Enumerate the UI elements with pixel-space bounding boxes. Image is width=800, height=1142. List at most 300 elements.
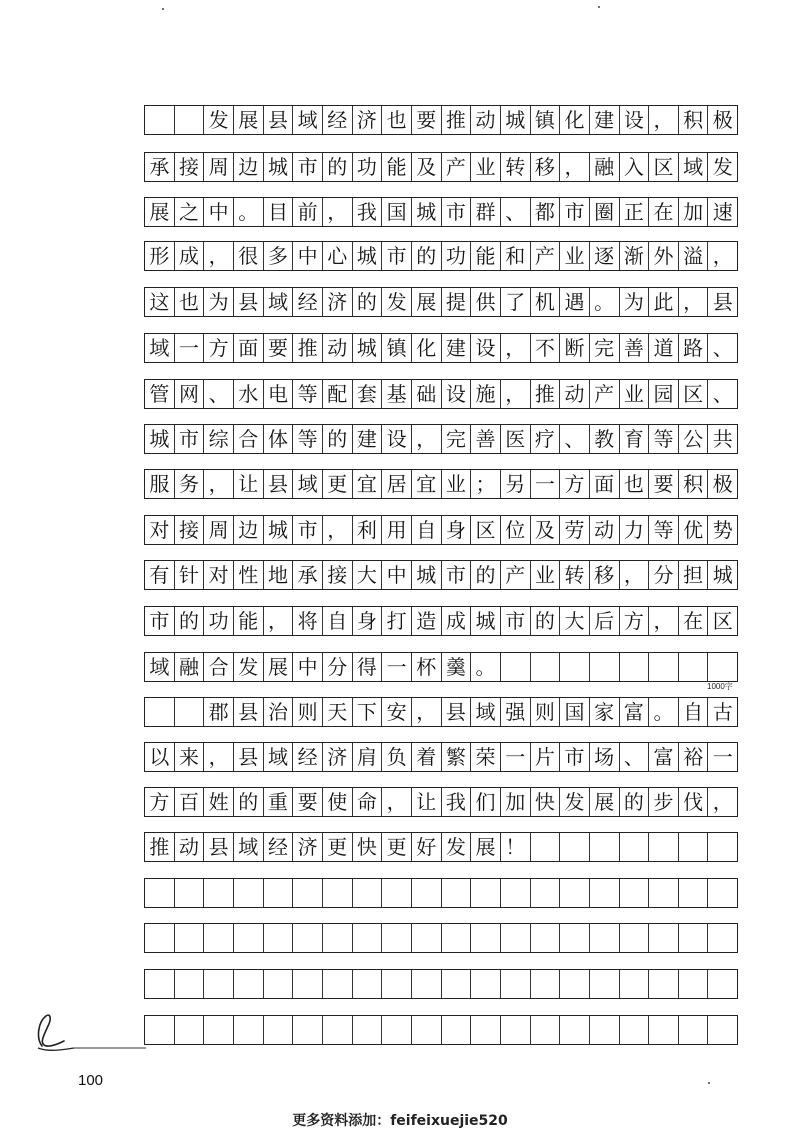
grid-cell: 域 xyxy=(234,833,264,861)
grid-cell xyxy=(175,106,205,134)
grid-cell: 周 xyxy=(204,153,234,181)
grid-cell: 产 xyxy=(501,561,531,589)
word-count-marker: 1000字 xyxy=(707,682,733,691)
grid-cell: 极 xyxy=(712,472,733,496)
grid-cell: 动 xyxy=(175,833,205,861)
grid-cell: 业 xyxy=(442,470,472,498)
grid-cell: 城 xyxy=(471,607,501,635)
grid-cell: 渐 xyxy=(620,242,650,270)
grid-cell xyxy=(501,653,531,681)
grid-cell: 对 xyxy=(204,561,234,589)
grid-cell: 承 xyxy=(145,153,175,181)
grid-cell: 在 xyxy=(679,607,709,635)
grid-cell: 姓 xyxy=(204,788,234,816)
grid-cell: 天 xyxy=(323,698,353,726)
grid-cell: 更 xyxy=(382,833,412,861)
grid-cell xyxy=(264,970,294,998)
essay-grid-row xyxy=(144,333,738,363)
grid-cell: 的 xyxy=(234,788,264,816)
grid-cell: 杯 xyxy=(412,653,442,681)
grid-cell: ， xyxy=(501,380,531,408)
grid-cell: 使 xyxy=(323,788,353,816)
grid-cell: ， xyxy=(620,561,650,589)
grid-cell: 让 xyxy=(234,470,264,498)
grid-cell: 更 xyxy=(323,833,353,861)
grid-cell: 针 xyxy=(175,561,205,589)
grid-cell: 区 xyxy=(649,153,679,181)
grid-cell: 裕 xyxy=(679,743,709,771)
grid-cell: ， xyxy=(649,607,679,635)
grid-cell: 机 xyxy=(531,288,561,316)
grid-cell: 则 xyxy=(293,698,323,726)
grid-cell: 我 xyxy=(353,198,383,226)
grid-cell xyxy=(323,924,353,952)
grid-cell: 济 xyxy=(293,833,323,861)
grid-cell xyxy=(679,924,709,952)
grid-cell: 前 xyxy=(293,198,323,226)
grid-cell: 设 xyxy=(382,425,412,453)
grid-cell xyxy=(353,970,383,998)
grid-cell xyxy=(620,1016,650,1044)
grid-cell: 域 xyxy=(293,470,323,498)
grid-cell: 县 xyxy=(442,698,472,726)
grid-cell xyxy=(708,879,737,907)
grid-cell: 管 xyxy=(145,380,175,408)
grid-cell: 发 xyxy=(382,288,412,316)
grid-cell: 展 xyxy=(471,833,501,861)
grid-cell: 医 xyxy=(501,425,531,453)
grid-cell: 以 xyxy=(145,743,175,771)
grid-cell: 成 xyxy=(175,242,205,270)
grid-cell: 断 xyxy=(560,334,590,362)
grid-cell: ， xyxy=(323,516,353,544)
grid-cell: 业 xyxy=(560,242,590,270)
grid-cell: 配 xyxy=(323,380,353,408)
grid-cell xyxy=(649,833,679,861)
essay-grid-row xyxy=(144,878,738,908)
grid-cell: 、 xyxy=(501,198,531,226)
grid-cell xyxy=(442,879,472,907)
grid-cell: 展 xyxy=(590,788,620,816)
grid-cell: 产 xyxy=(442,153,472,181)
grid-cell: 的 xyxy=(620,788,650,816)
grid-cell: 分 xyxy=(649,561,679,589)
grid-cell: 逐 xyxy=(590,242,620,270)
grid-cell: ， xyxy=(264,607,294,635)
grid-cell: 施 xyxy=(471,380,501,408)
essay-grid-row xyxy=(144,469,738,499)
grid-cell: 国 xyxy=(382,198,412,226)
grid-cell xyxy=(471,924,501,952)
grid-cell: 积 xyxy=(679,470,709,498)
grid-cell: 大 xyxy=(353,561,383,589)
grid-cell: 体 xyxy=(264,425,294,453)
grid-cell xyxy=(590,653,620,681)
grid-cell xyxy=(323,1016,353,1044)
grid-cell: 宜 xyxy=(353,470,383,498)
grid-cell: 好 xyxy=(412,833,442,861)
grid-cell xyxy=(175,924,205,952)
grid-cell: 势 xyxy=(712,518,733,542)
grid-cell: 业 xyxy=(620,380,650,408)
grid-cell xyxy=(620,879,650,907)
grid-cell: 片 xyxy=(531,743,561,771)
grid-cell: 城 xyxy=(264,516,294,544)
grid-cell xyxy=(620,833,650,861)
grid-cell: 能 xyxy=(234,607,264,635)
grid-cell xyxy=(382,879,412,907)
grid-cell: 富 xyxy=(620,698,650,726)
grid-cell xyxy=(204,1016,234,1044)
grid-cell: ， xyxy=(501,334,531,362)
grid-cell xyxy=(412,1016,442,1044)
scan-speck xyxy=(708,1082,710,1084)
grid-cell: 中 xyxy=(204,198,234,226)
grid-cell: 建 xyxy=(442,334,472,362)
grid-cell: 区 xyxy=(679,380,709,408)
grid-cell: 要 xyxy=(649,470,679,498)
grid-cell: 方 xyxy=(620,607,650,635)
grid-cell: 市 xyxy=(293,516,323,544)
grid-cell: 溢 xyxy=(679,242,709,270)
grid-cell: 发 xyxy=(442,833,472,861)
grid-cell: 担 xyxy=(679,561,709,589)
grid-cell: 济 xyxy=(323,743,353,771)
grid-cell xyxy=(679,970,709,998)
grid-cell xyxy=(531,924,561,952)
grid-cell: 圈 xyxy=(590,198,620,226)
grid-cell: 的 xyxy=(412,242,442,270)
grid-cell: 县 xyxy=(204,833,234,861)
grid-cell: 县 xyxy=(234,288,264,316)
grid-cell: 发 xyxy=(560,788,590,816)
grid-cell: 公 xyxy=(679,425,709,453)
grid-cell xyxy=(234,924,264,952)
grid-cell: 在 xyxy=(649,198,679,226)
grid-cell: 一 xyxy=(175,334,205,362)
grid-cell: 发 xyxy=(712,155,733,179)
grid-cell xyxy=(560,924,590,952)
grid-cell: 后 xyxy=(590,607,620,635)
grid-cell: 来 xyxy=(175,743,205,771)
essay-grid-row xyxy=(144,515,738,545)
grid-cell: 县 xyxy=(712,290,733,314)
grid-cell: 的 xyxy=(353,288,383,316)
grid-cell xyxy=(264,924,294,952)
grid-cell: 城 xyxy=(353,242,383,270)
essay-grid-row xyxy=(144,105,738,135)
grid-cell: 功 xyxy=(442,242,472,270)
essay-grid-row xyxy=(144,287,738,317)
page-number: 100 xyxy=(78,1072,104,1089)
grid-cell xyxy=(204,879,234,907)
grid-cell: 面 xyxy=(590,470,620,498)
grid-cell: 县 xyxy=(264,106,294,134)
grid-cell: 推 xyxy=(442,106,472,134)
grid-cell: 教 xyxy=(590,425,620,453)
grid-cell xyxy=(323,970,353,998)
grid-cell xyxy=(145,1016,175,1044)
grid-cell: 自 xyxy=(679,698,709,726)
grid-cell xyxy=(234,1016,264,1044)
grid-cell: 也 xyxy=(175,288,205,316)
grid-cell: 我 xyxy=(442,788,472,816)
grid-cell: 市 xyxy=(293,153,323,181)
grid-cell: 经 xyxy=(323,106,353,134)
grid-cell: 济 xyxy=(323,288,353,316)
grid-cell xyxy=(382,924,412,952)
grid-cell: 性 xyxy=(234,561,264,589)
grid-cell: 。 xyxy=(234,198,264,226)
grid-cell: 移 xyxy=(590,561,620,589)
essay-grid-row xyxy=(144,606,738,636)
grid-cell: 发 xyxy=(204,106,234,134)
grid-cell xyxy=(145,698,175,726)
grid-cell: 疗 xyxy=(531,425,561,453)
grid-cell: 域 xyxy=(264,743,294,771)
grid-cell: 中 xyxy=(382,561,412,589)
grid-cell: 城 xyxy=(712,563,733,587)
grid-cell: ， xyxy=(649,106,679,134)
grid-cell xyxy=(293,879,323,907)
grid-cell xyxy=(590,879,620,907)
essay-grid-row xyxy=(144,969,738,999)
grid-cell: 更 xyxy=(323,470,353,498)
grid-cell: 则 xyxy=(531,698,561,726)
grid-cell: 周 xyxy=(204,516,234,544)
grid-cell xyxy=(501,970,531,998)
grid-cell: 有 xyxy=(145,561,175,589)
grid-cell: 宜 xyxy=(412,470,442,498)
grid-cell xyxy=(679,879,709,907)
grid-cell: 功 xyxy=(353,153,383,181)
grid-cell: 电 xyxy=(264,380,294,408)
grid-cell: 镇 xyxy=(531,106,561,134)
essay-grid-row xyxy=(144,787,738,817)
grid-cell: 着 xyxy=(412,743,442,771)
grid-cell xyxy=(442,970,472,998)
grid-cell: 推 xyxy=(531,380,561,408)
grid-cell: 展 xyxy=(234,106,264,134)
grid-cell: 下 xyxy=(353,698,383,726)
grid-cell: 础 xyxy=(412,380,442,408)
grid-cell: 化 xyxy=(412,334,442,362)
grid-cell: 加 xyxy=(679,198,709,226)
grid-cell: 多 xyxy=(264,242,294,270)
grid-cell xyxy=(679,653,709,681)
grid-cell: 展 xyxy=(145,198,175,226)
grid-cell xyxy=(175,879,205,907)
grid-cell: 命 xyxy=(353,788,383,816)
grid-cell: 综 xyxy=(204,425,234,453)
grid-cell: 经 xyxy=(293,288,323,316)
grid-cell: ， xyxy=(204,242,234,270)
grid-cell: 融 xyxy=(175,653,205,681)
grid-cell: 服 xyxy=(145,470,175,498)
grid-cell: 外 xyxy=(649,242,679,270)
grid-cell: 域 xyxy=(145,653,175,681)
grid-cell: 设 xyxy=(620,106,650,134)
grid-cell xyxy=(264,1016,294,1044)
grid-cell: 要 xyxy=(293,788,323,816)
grid-cell xyxy=(353,924,383,952)
grid-cell: 及 xyxy=(531,516,561,544)
grid-cell: 为 xyxy=(204,288,234,316)
essay-grid-row xyxy=(144,697,738,727)
grid-cell xyxy=(531,879,561,907)
grid-cell: 动 xyxy=(590,516,620,544)
grid-cell: ， xyxy=(712,790,733,814)
grid-cell: 这 xyxy=(145,288,175,316)
grid-cell: 方 xyxy=(145,788,175,816)
grid-cell: 提 xyxy=(442,288,472,316)
grid-cell xyxy=(679,833,709,861)
grid-cell xyxy=(560,970,590,998)
grid-cell: 展 xyxy=(264,653,294,681)
essay-grid-row xyxy=(144,560,738,590)
grid-cell: 百 xyxy=(175,788,205,816)
grid-cell xyxy=(560,1016,590,1044)
grid-cell: ， xyxy=(712,244,733,268)
grid-cell xyxy=(353,879,383,907)
grid-cell: 们 xyxy=(471,788,501,816)
grid-cell: ， xyxy=(204,743,234,771)
grid-cell: 务 xyxy=(175,470,205,498)
grid-cell: 入 xyxy=(620,153,650,181)
grid-cell: 县 xyxy=(234,743,264,771)
grid-cell: 位 xyxy=(501,516,531,544)
grid-cell xyxy=(531,1016,561,1044)
grid-cell xyxy=(204,970,234,998)
grid-cell: 一 xyxy=(382,653,412,681)
grid-cell: 家 xyxy=(590,698,620,726)
grid-cell: 域 xyxy=(471,698,501,726)
grid-cell xyxy=(471,970,501,998)
grid-cell: 快 xyxy=(353,833,383,861)
grid-cell: 共 xyxy=(712,427,733,451)
grid-cell: 产 xyxy=(590,380,620,408)
essay-grid-row xyxy=(144,832,738,862)
grid-cell xyxy=(649,1016,679,1044)
grid-cell: 域 xyxy=(293,106,323,134)
grid-cell: 业 xyxy=(471,153,501,181)
essay-grid-row xyxy=(144,923,738,953)
grid-cell: 了 xyxy=(501,288,531,316)
grid-cell xyxy=(649,653,679,681)
grid-cell xyxy=(708,1016,737,1044)
grid-cell: 一 xyxy=(531,470,561,498)
grid-cell: 此 xyxy=(649,288,679,316)
grid-cell xyxy=(412,970,442,998)
grid-cell: 为 xyxy=(620,288,650,316)
grid-cell: 域 xyxy=(145,334,175,362)
grid-cell: 让 xyxy=(412,788,442,816)
grid-cell: 县 xyxy=(264,470,294,498)
essay-grid-row xyxy=(144,742,738,772)
grid-cell xyxy=(145,970,175,998)
grid-cell: 移 xyxy=(531,153,561,181)
grid-cell: 荣 xyxy=(471,743,501,771)
grid-cell: 等 xyxy=(649,516,679,544)
grid-cell: 转 xyxy=(501,153,531,181)
grid-cell xyxy=(442,1016,472,1044)
grid-cell xyxy=(531,833,561,861)
grid-cell: 网 xyxy=(175,380,205,408)
grid-cell xyxy=(501,924,531,952)
grid-cell: 推 xyxy=(293,334,323,362)
grid-cell xyxy=(175,970,205,998)
grid-cell xyxy=(145,106,175,134)
grid-cell: 极 xyxy=(712,108,733,132)
grid-cell: 县 xyxy=(234,698,264,726)
grid-cell: ； xyxy=(471,470,501,498)
grid-cell: 域 xyxy=(264,288,294,316)
grid-cell xyxy=(175,1016,205,1044)
grid-cell: 积 xyxy=(679,106,709,134)
grid-cell: 等 xyxy=(293,380,323,408)
grid-cell: 展 xyxy=(412,288,442,316)
grid-cell: 身 xyxy=(442,516,472,544)
grid-cell: 分 xyxy=(323,653,353,681)
grid-cell: 打 xyxy=(382,607,412,635)
grid-cell: 城 xyxy=(264,153,294,181)
grid-cell: 富 xyxy=(649,743,679,771)
grid-cell: 市 xyxy=(560,743,590,771)
grid-cell xyxy=(560,833,590,861)
grid-cell: 都 xyxy=(531,198,561,226)
grid-cell: 区 xyxy=(471,516,501,544)
grid-cell: 城 xyxy=(501,106,531,134)
grid-cell: 之 xyxy=(175,198,205,226)
grid-cell: 、 xyxy=(204,380,234,408)
grid-cell: 场 xyxy=(590,743,620,771)
grid-cell: 造 xyxy=(412,607,442,635)
grid-cell: 、 xyxy=(560,425,590,453)
grid-cell: 优 xyxy=(679,516,709,544)
grid-cell: 供 xyxy=(471,288,501,316)
essay-grid-row xyxy=(144,197,738,227)
grid-cell: 要 xyxy=(264,334,294,362)
grid-cell: 快 xyxy=(531,788,561,816)
grid-cell: 形 xyxy=(145,242,175,270)
grid-cell: 市 xyxy=(442,561,472,589)
grid-cell: 功 xyxy=(204,607,234,635)
grid-cell: 繁 xyxy=(442,743,472,771)
grid-cell: 经 xyxy=(264,833,294,861)
grid-cell: 利 xyxy=(353,516,383,544)
grid-cell xyxy=(145,924,175,952)
grid-cell: 接 xyxy=(323,561,353,589)
grid-cell xyxy=(708,833,737,861)
grid-cell xyxy=(649,879,679,907)
grid-cell: 心 xyxy=(323,242,353,270)
grid-cell: 面 xyxy=(234,334,264,362)
grid-cell: 的 xyxy=(323,425,353,453)
grid-cell xyxy=(501,879,531,907)
grid-cell: 建 xyxy=(353,425,383,453)
grid-cell: 产 xyxy=(531,242,561,270)
grid-cell: 善 xyxy=(471,425,501,453)
grid-cell: 方 xyxy=(560,470,590,498)
grid-cell: 重 xyxy=(264,788,294,816)
grid-cell: 。 xyxy=(590,288,620,316)
grid-cell xyxy=(145,879,175,907)
grid-cell: 经 xyxy=(293,743,323,771)
scan-speck xyxy=(598,6,600,8)
grid-cell: 、 xyxy=(712,382,733,406)
grid-cell: ， xyxy=(382,788,412,816)
grid-cell xyxy=(412,879,442,907)
